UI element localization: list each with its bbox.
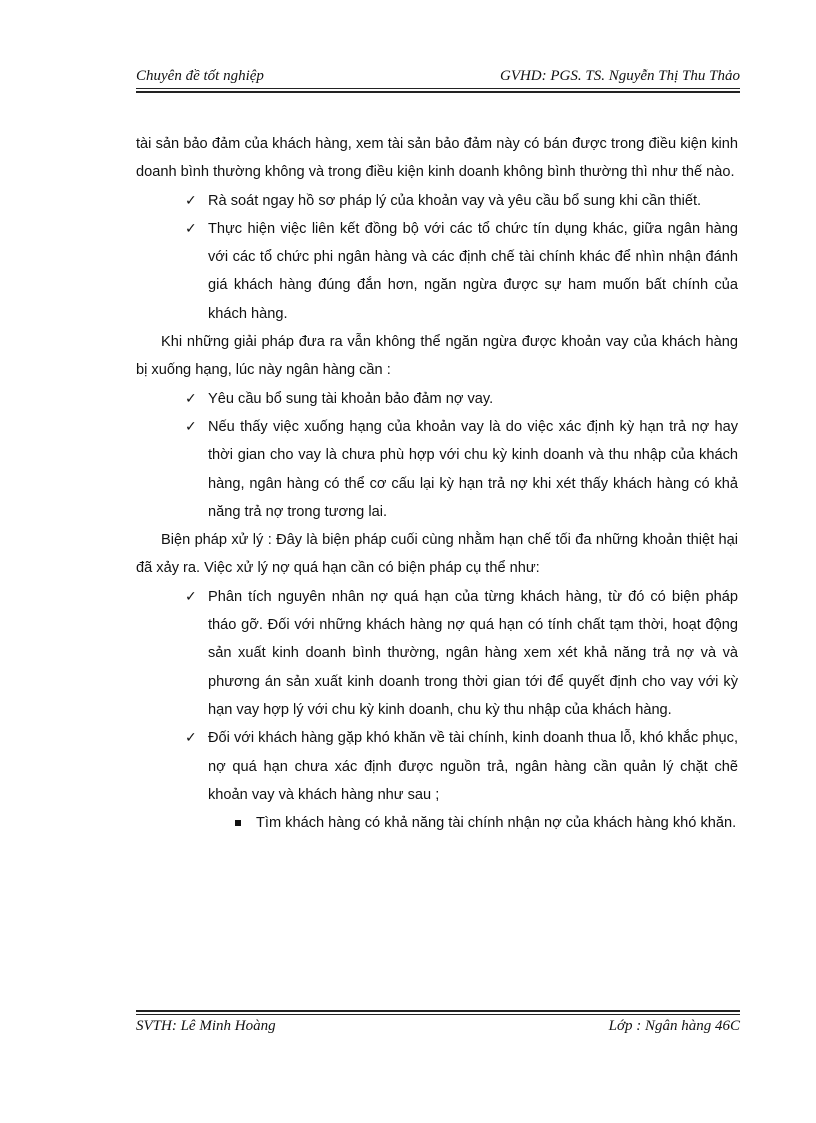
checklist-item (136, 413, 738, 526)
bullet-item-text: Tìm khách hàng có khả năng tài chính nhận nợ của khách hàng khó khăn. (256, 815, 737, 832)
checkmark-icon: ✓ (185, 418, 197, 435)
header-rule-thin (136, 88, 740, 89)
header-document-type: Chuyên đề tốt nghiệp (136, 68, 264, 84)
paragraph: tài sản bảo đảm của khách hàng, xem tài sản bảo đảm này có bán được trong điều kiện kinh doanh bình thường không và trong điều kiện kinh doanh không bình thường thì như thế nào. (136, 136, 738, 181)
checkmark-icon: ✓ (185, 730, 197, 747)
footer-class: Lớp : Ngân hàng 46C (608, 1018, 740, 1034)
page-footer (136, 1018, 740, 1035)
bullet-item (136, 809, 738, 837)
footer-rule-thick (136, 1010, 740, 1012)
paragraph: Khi những giải pháp đưa ra vẫn không thể ngăn ngừa được khoản vay của khách hàng bị xuống hạng, lúc này ngân hàng cần : (136, 334, 738, 379)
checklist-item (136, 724, 738, 809)
header-advisor: GVHD: PGS. TS. Nguyễn Thị Thu Thảo (499, 68, 740, 84)
footer-author: SVTH: Lê Minh Hoàng (136, 1018, 276, 1034)
checklist-item-text: Thực hiện việc liên kết đồng bộ với các tổ chức tín dụng khác, giữa ngân hàng với các tổ chức phi ngân hàng và các định chế tài chính khác để nhìn nhận đánh giá khách hàng đúng đắn hơn, ngăn ngừa được sự ham muốn bất chính của khách hàng. (208, 220, 738, 322)
checklist-item-text: Yêu cầu bổ sung tài khoản bảo đảm nợ vay. (208, 390, 494, 407)
checklist-item-text: Đối với khách hàng gặp khó khăn về tài chính, kinh doanh thua lỗ, khó khắc phục, nợ quá hạn chưa xác định được nguồn trả, ngân hàng cần quản lý chặt chẽ khoản vay và khách hàng như sau ; (208, 730, 738, 803)
checkmark-icon: ✓ (185, 390, 197, 407)
checkmark-icon: ✓ (185, 588, 197, 605)
checklist-item-text: Nếu thấy việc xuống hạng của khoản vay là do việc xác định kỳ hạn trả nợ hay thời gian cho vay là chưa phù hợp với chu kỳ kinh doanh và thu nhập của khách hàng, ngân hàng có thể cơ cấu lại kỳ hạn trả nợ khi xét thấy khách hàng có khả năng trả nợ trong tương lai. (208, 418, 738, 520)
checklist-item (136, 583, 738, 724)
checklist-item-text: Rà soát ngay hồ sơ pháp lý của khoản vay và yêu cầu bổ sung khi cần thiết. (208, 192, 702, 209)
header-rule-thick (136, 91, 740, 93)
checkmark-icon: ✓ (185, 220, 197, 237)
footer-rule-thin (136, 1014, 740, 1015)
checklist-item (136, 385, 738, 413)
checkmark-icon: ✓ (185, 192, 197, 209)
document-body (136, 130, 738, 837)
checklist-item (136, 215, 738, 328)
page-header (136, 68, 740, 85)
checklist-item-text: Phân tích nguyên nhân nợ quá hạn của từng khách hàng, từ đó có biện pháp tháo gỡ. Đối với những khách hàng nợ quá hạn có tính chất tạm thời, hoạt động sản xuất kinh doanh bình thường, ngân hàng xem xét khả năng trả nợ và và phương án sản xuất kinh doanh trong thời gian tới để quyết định cho vay với kỳ hạn vay hợp lý với chu kỳ kinh doanh, chu kỳ thu nhập của khách hàng. (208, 588, 738, 718)
paragraph: Biện pháp xử lý : Đây là biện pháp cuối cùng nhằm hạn chế tối đa những khoản thiệt hại đã xảy ra. Việc xử lý nợ quá hạn cần có biện pháp cụ thể như: (136, 532, 738, 577)
checklist-item (136, 187, 738, 215)
square-bullet-icon (235, 820, 241, 826)
